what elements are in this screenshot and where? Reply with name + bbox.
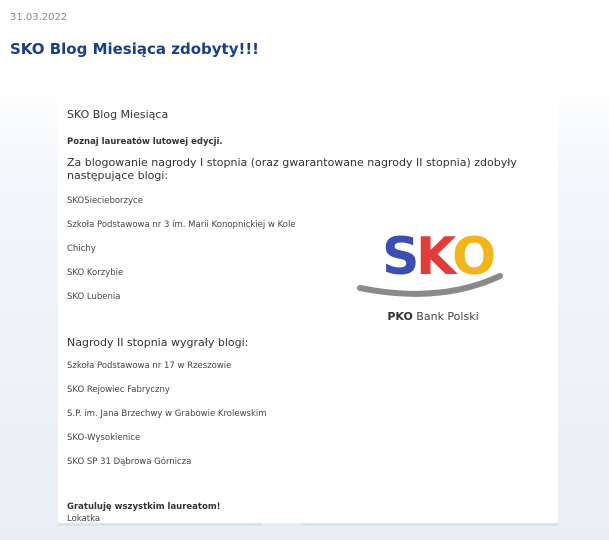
logo-letter-s: S [382,227,420,287]
list-item: Szkoła Podstawowa nr 3 im. Marii Konopnickiej w Kole [67,220,296,230]
list-item: SKOSiecieborzyce [67,196,143,206]
list-item: SKO Korzybie [67,268,124,278]
logo-letter-o: O [452,227,497,287]
logo-letter-k: K [416,227,457,287]
card-title: SKO Blog Miesiąca [67,108,169,121]
scroll-edge-left [58,523,262,526]
post-content-card [58,98,558,523]
sko-pko-logo [310,176,556,371]
list-item: Szkoła Podstawowa nr 17 w Rzeszowie [67,361,232,371]
congrats-text: Gratuluję wszystkim laureatom! [67,502,221,512]
list-item: SKO SP 31 Dąbrowa Górnicza [67,457,192,467]
author-signature: Lokatka [67,514,101,523]
bank-name [310,310,556,323]
intro-text: Poznaj laureatów lutowej edycji. [67,137,223,147]
bank-name-bold: PKO [387,310,413,323]
sko-logo-graphic [310,176,556,371]
list-item: SKO-Wysokienice [67,433,141,443]
list-item: SKO Rejowiec Fabryczny [67,385,170,395]
bank-name-rest: Bank Polski [412,310,479,323]
first-prize-heading: Za blogowanie nagrody I stopnia (oraz gwarantowane nagrody II stopnia) zdobyły następujące blogi: [67,156,517,182]
list-item: Chichy [67,244,96,254]
list-item: S.P. im. Jana Brzechwy w Grabowie Krolewskim [67,409,267,419]
second-prize-heading: Nagrody II stopnia wygrały blogi: [67,336,249,349]
post-title[interactable]: SKO Blog Miesiąca zdobyty!!! [10,40,259,58]
post-date: 31.03.2022 [10,12,68,23]
list-item: SKO Lubenia [67,292,121,302]
first-prize-list [67,195,296,315]
second-prize-list [67,360,267,480]
scroll-edge-right [301,523,558,526]
